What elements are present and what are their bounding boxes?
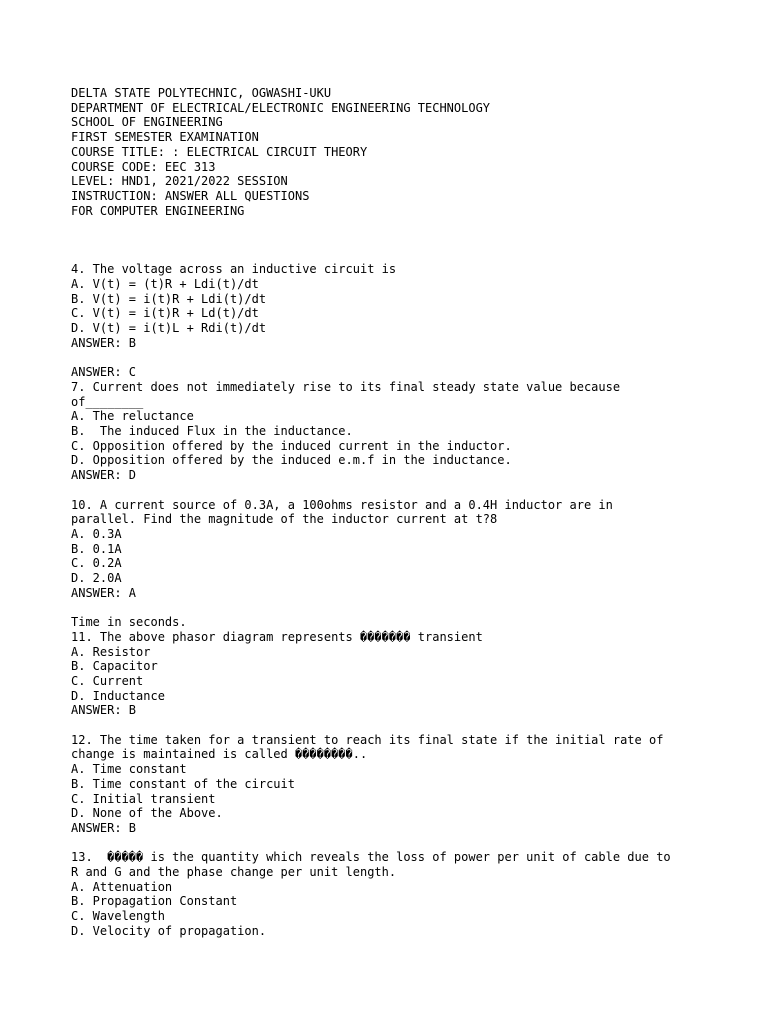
spacer [71,600,711,615]
option-a: A. Time constant [71,762,187,777]
question-block-7 [71,365,711,483]
question-text: parallel. Find the magnitude of the inductor current at t?8 [71,512,498,527]
spacer [71,718,711,733]
option-a: A. 0.3A [71,526,122,541]
option-d: D. None of the Above. [71,806,223,821]
option-a: A. V(t) = (t)R + Ldi(t)/dt [71,277,259,292]
spacer [71,351,711,366]
question-text: of________ [71,394,144,409]
program-note: FOR COMPUTER ENGINEERING [71,203,245,218]
option-b: B. 0.1A [71,541,122,556]
question-text: R and G and the phase change per unit length. [71,865,397,880]
answer-line: ANSWER: B [71,820,137,835]
spacer [71,218,711,262]
answer-line: ANSWER: D [71,468,137,483]
question-text: 4. The voltage across an inductive circuit is [71,262,397,277]
note-text: Time in seconds. [71,615,187,630]
answer-line: ANSWER: C [71,365,137,380]
question-text: 11. The above phasor diagram represents ������� transient [71,629,483,644]
question-block-12 [71,733,711,836]
option-d: D. 2.0A [71,571,122,586]
option-c: C. Initial transient [71,791,216,806]
school-name: SCHOOL OF ENGINEERING [71,115,223,130]
option-b: B. V(t) = i(t)R + Ldi(t)/dt [71,291,267,306]
option-b: B. Propagation Constant [71,894,238,909]
option-b: B. Capacitor [71,659,158,674]
option-a: A. Resistor [71,644,151,659]
option-c: C. Current [71,673,144,688]
option-d: D. Inductance [71,688,165,703]
answer-line: ANSWER: B [71,335,137,350]
question-block-11 [71,615,711,718]
option-d: D. Velocity of propagation. [71,923,267,938]
question-text: change is maintained is called ��������.. [71,747,368,762]
option-c: C. Opposition offered by the induced current in the inductor. [71,438,512,453]
option-b: B. Time constant of the circuit [71,776,295,791]
exam-page [71,86,711,939]
spacer [71,483,711,498]
question-text: 7. Current does not immediately rise to its final steady state value because [71,379,621,394]
question-block-4 [71,262,711,350]
question-text: 12. The time taken for a transient to reach its final state if the initial rate of [71,732,664,747]
question-block-13 [71,850,711,938]
option-a: A. The reluctance [71,409,194,424]
instruction: INSTRUCTION: ANSWER ALL QUESTIONS [71,188,310,203]
answer-line: ANSWER: B [71,703,137,718]
option-b: B. The induced Flux in the inductance. [71,424,353,439]
option-a: A. Attenuation [71,879,173,894]
level-session: LEVEL: HND1, 2021/2022 SESSION [71,174,288,189]
answer-line: ANSWER: A [71,585,137,600]
option-d: D. V(t) = i(t)L + Rdi(t)/dt [71,321,267,336]
institution-name: DELTA STATE POLYTECHNIC, OGWASHI-UKU [71,86,332,100]
option-c: C. 0.2A [71,556,122,571]
exam-semester: FIRST SEMESTER EXAMINATION [71,130,259,145]
department-name: DEPARTMENT OF ELECTRICAL/ELECTRONIC ENGINEERING TECHNOLOGY [71,100,491,115]
option-c: C. V(t) = i(t)R + Ld(t)/dt [71,306,259,321]
option-d: D. Opposition offered by the induced e.m.f in the inductance. [71,453,512,468]
question-block-10 [71,498,711,601]
exam-header [71,86,711,218]
course-title: COURSE TITLE: : ELECTRICAL CIRCUIT THEORY [71,144,368,159]
spacer [71,836,711,851]
question-text: 13. ����� is the quantity which reveals the loss of power per unit of cable due to [71,850,671,865]
question-text: 10. A current source of 0.3A, a 100ohms resistor and a 0.4H inductor are in [71,497,613,512]
course-code: COURSE CODE: EEC 313 [71,159,216,174]
option-c: C. Wavelength [71,909,165,924]
